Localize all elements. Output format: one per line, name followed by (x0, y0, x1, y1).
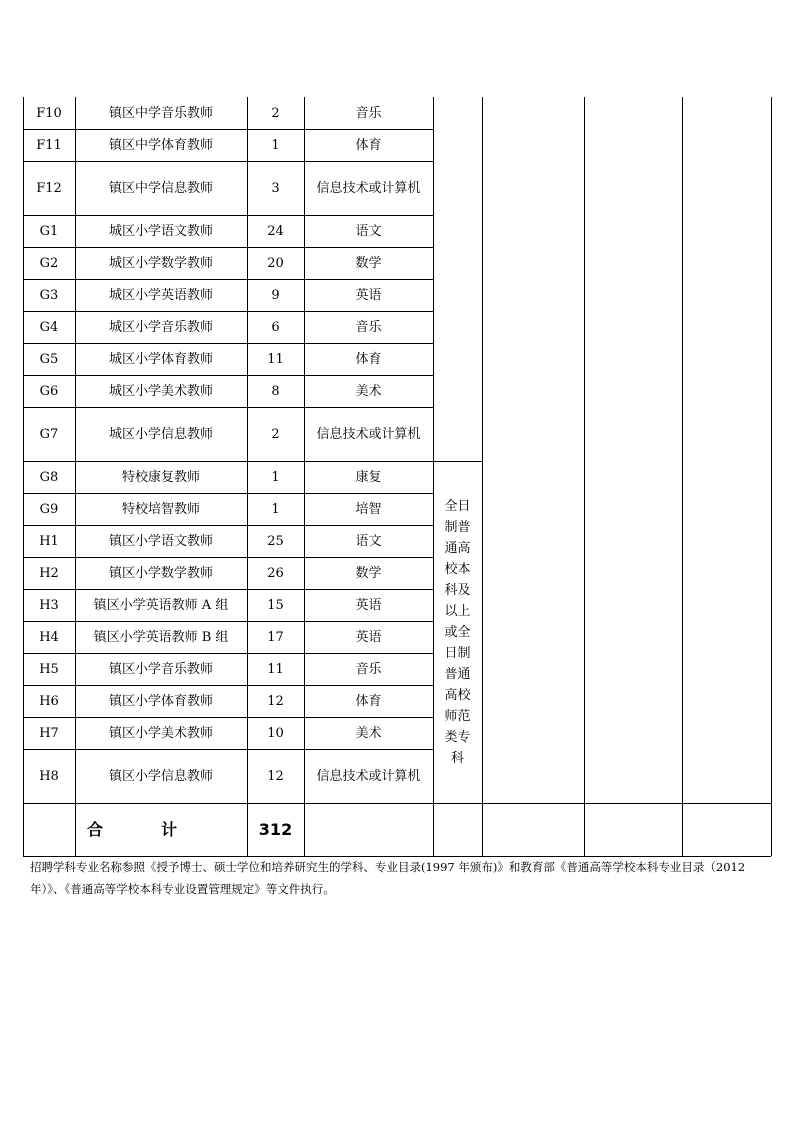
row-subject: 培智 (355, 501, 382, 517)
row-subject: 英语 (355, 287, 382, 303)
row-subject: 信息技术或计算机 (316, 426, 421, 442)
row-code: G2 (39, 255, 59, 271)
row-subject: 体育 (355, 351, 382, 367)
row-count: 12 (267, 693, 284, 709)
row-count: 8 (271, 383, 280, 399)
row-subject: 音乐 (355, 105, 382, 121)
row-post: 城区小学英语教师 (108, 287, 213, 303)
row-post: 镇区小学体育教师 (108, 693, 213, 709)
row-post: 镇区小学美术教师 (108, 725, 213, 741)
row-subject: 美术 (355, 725, 382, 741)
row-post: 镇区小学英语教师 A 组 (93, 597, 229, 613)
row-count: 15 (267, 597, 284, 613)
total-label: 合计 (86, 820, 235, 839)
row-code: G9 (39, 501, 59, 517)
row-post: 城区小学语文教师 (108, 223, 213, 239)
row-subject: 体育 (355, 137, 382, 153)
column-line (771, 97, 772, 856)
row-post: 镇区小学数学教师 (108, 565, 213, 581)
row-count: 2 (271, 105, 280, 121)
row-subject: 信息技术或计算机 (316, 180, 421, 196)
row-code: G5 (39, 351, 59, 367)
row-post: 镇区小学英语教师 B 组 (93, 629, 229, 645)
row-subject: 康复 (355, 469, 382, 485)
row-code: H8 (39, 768, 59, 784)
row-count: 1 (271, 137, 280, 153)
column-line (682, 97, 683, 856)
total-value: 312 (258, 820, 293, 839)
row-subject: 音乐 (355, 661, 382, 677)
row-code: H5 (39, 661, 59, 677)
row-count: 26 (267, 565, 284, 581)
row-post: 城区小学音乐教师 (108, 319, 213, 335)
row-subject: 美术 (355, 383, 382, 399)
row-code: H3 (39, 597, 59, 613)
row-count: 2 (271, 426, 280, 442)
row-count: 17 (267, 629, 284, 645)
row-count: 1 (271, 501, 280, 517)
row-subject: 体育 (355, 693, 382, 709)
row-code: G1 (39, 223, 59, 239)
row-code: F12 (36, 180, 62, 196)
row-post: 镇区中学音乐教师 (108, 105, 213, 121)
row-subject: 数学 (355, 255, 382, 271)
row-count: 3 (271, 180, 280, 196)
row-code: H2 (39, 565, 59, 581)
row-count: 11 (267, 351, 284, 367)
row-post: 特校康复教师 (121, 469, 200, 485)
footnote: 招聘学科专业名称参照《授予博士、硕士学位和培养研究生的学科、专业目录(1997 年颁布)》和教育部《普通高等学校本科专业目录（2012 年）》、《普通高等学校本科专业设置管理规定》等文件执行。 (30, 860, 746, 896)
row-post: 镇区小学语文教师 (108, 533, 213, 549)
row-count: 6 (271, 319, 280, 335)
recruitment-table (23, 97, 771, 839)
row-code: H1 (39, 533, 59, 549)
row-post: 城区小学数学教师 (108, 255, 213, 271)
column-line (482, 97, 483, 856)
row-count: 20 (267, 255, 284, 271)
row-subject: 数学 (355, 565, 382, 581)
row-code: H7 (39, 725, 59, 741)
row-subject: 语文 (355, 223, 382, 239)
row-code: G7 (39, 426, 59, 442)
row-post: 城区小学美术教师 (108, 383, 213, 399)
row-code: G4 (39, 319, 59, 335)
education-requirement: 全日 制普 通高 校本 科及 以上 或全 日制 普通 高校 师范 类专 科 (444, 498, 471, 766)
row-subject: 音乐 (355, 319, 382, 335)
row-line (433, 461, 482, 462)
row-code: G3 (39, 287, 59, 303)
row-post: 镇区中学信息教师 (108, 180, 213, 196)
row-code: F11 (36, 137, 62, 153)
row-count: 1 (271, 469, 280, 485)
row-post: 特校培智教师 (121, 501, 200, 517)
row-subject: 语文 (355, 533, 382, 549)
row-subject: 英语 (355, 629, 382, 645)
row-post: 城区小学体育教师 (108, 351, 213, 367)
row-count: 10 (267, 725, 284, 741)
row-code: G6 (39, 383, 59, 399)
column-line (584, 97, 585, 856)
row-subject: 英语 (355, 597, 382, 613)
row-code: F10 (36, 105, 62, 121)
row-count: 9 (271, 287, 280, 303)
row-count: 12 (267, 768, 284, 784)
row-post: 镇区中学体育教师 (108, 137, 213, 153)
row-count: 25 (267, 533, 284, 549)
row-code: H4 (39, 629, 59, 645)
row-post: 镇区小学信息教师 (108, 768, 213, 784)
row-post: 镇区小学音乐教师 (108, 661, 213, 677)
row-code: G8 (39, 469, 59, 485)
row-post: 城区小学信息教师 (108, 426, 213, 442)
row-subject: 信息技术或计算机 (316, 768, 421, 784)
row-count: 24 (267, 223, 284, 239)
row-count: 11 (267, 661, 284, 677)
row-code: H6 (39, 693, 59, 709)
